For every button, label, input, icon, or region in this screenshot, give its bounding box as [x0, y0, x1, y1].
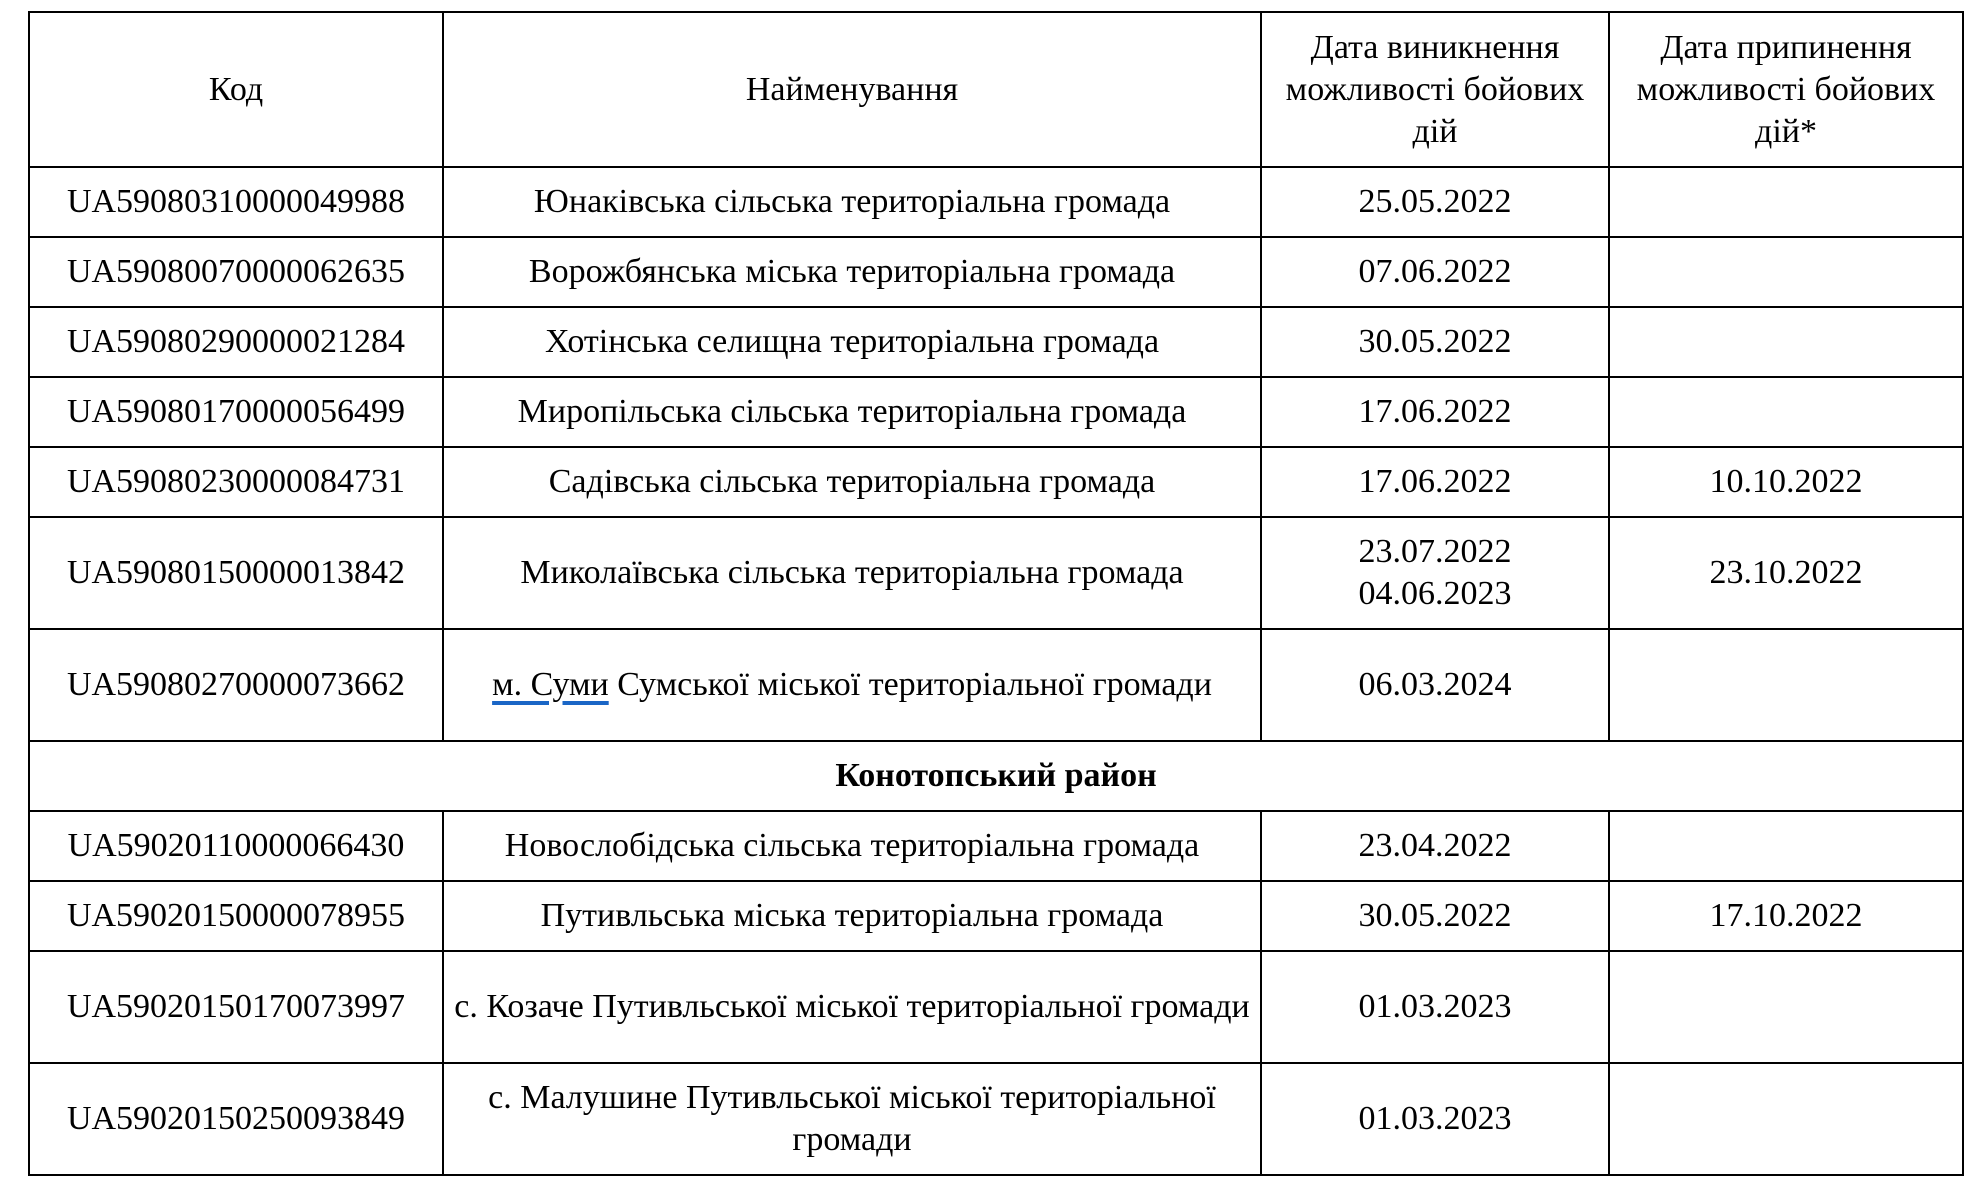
- cell-name: Садівська сільська територіальна громада: [443, 447, 1261, 517]
- table-row: [29, 167, 1963, 237]
- table-row: [29, 307, 1963, 377]
- cell-name: Миколаївська сільська територіальна громада: [443, 517, 1261, 629]
- table-row: [29, 951, 1963, 1063]
- cell-end-date: [1609, 377, 1963, 447]
- cell-start-date: 25.05.2022: [1261, 167, 1609, 237]
- table-row: [29, 881, 1963, 951]
- cell-end-date: [1609, 951, 1963, 1063]
- cell-code: UA59020110000066430: [29, 811, 443, 881]
- cell-end-date: [1609, 1063, 1963, 1175]
- cell-code: UA59080270000073662: [29, 629, 443, 741]
- cell-name: с. Малушине Путивльської міської територіальної громади: [443, 1063, 1261, 1175]
- cell-name: Миропільська сільська територіальна громада: [443, 377, 1261, 447]
- cell-start-date: 07.06.2022: [1261, 237, 1609, 307]
- cell-start-date: 30.05.2022: [1261, 307, 1609, 377]
- cell-start-date: 17.06.2022: [1261, 447, 1609, 517]
- table-row: [29, 811, 1963, 881]
- header-code: Код: [29, 12, 443, 167]
- highlighted-settlement: м. Суми: [492, 666, 609, 703]
- cell-code: UA59080170000056499: [29, 377, 443, 447]
- territory-table: [28, 11, 1964, 1176]
- table-row: [29, 377, 1963, 447]
- cell-code: UA59020150000078955: [29, 881, 443, 951]
- section-title: Конотопський район: [29, 741, 1963, 811]
- start-date-second: 04.06.2023: [1358, 575, 1512, 612]
- cell-end-date: [1609, 167, 1963, 237]
- section-row: [29, 741, 1963, 811]
- cell-code: UA59080290000021284: [29, 307, 443, 377]
- table-header-row: [29, 12, 1963, 167]
- table-row: [29, 517, 1963, 629]
- table-row: [29, 1063, 1963, 1175]
- header-end-date: Дата припинення можливості бойових дій*: [1609, 12, 1963, 167]
- cell-code: UA59020150250093849: [29, 1063, 443, 1175]
- cell-code: UA59020150170073997: [29, 951, 443, 1063]
- cell-name: Новослобідська сільська територіальна громада: [443, 811, 1261, 881]
- cell-end-date: 10.10.2022: [1609, 447, 1963, 517]
- cell-start-date: 30.05.2022: [1261, 881, 1609, 951]
- cell-end-date: 23.10.2022: [1609, 517, 1963, 629]
- cell-end-date: [1609, 307, 1963, 377]
- cell-name: Ворожбянська міська територіальна громада: [443, 237, 1261, 307]
- table-row: [29, 629, 1963, 741]
- cell-end-date: [1609, 629, 1963, 741]
- cell-code: UA59080070000062635: [29, 237, 443, 307]
- cell-end-date: 17.10.2022: [1609, 881, 1963, 951]
- start-date-first: 23.07.2022: [1358, 533, 1512, 570]
- cell-name: [443, 629, 1261, 741]
- cell-name: Юнаківська сільська територіальна громада: [443, 167, 1261, 237]
- cell-start-date: 06.03.2024: [1261, 629, 1609, 741]
- cell-end-date: [1609, 811, 1963, 881]
- cell-name: Путивльська міська територіальна громада: [443, 881, 1261, 951]
- header-name: Найменування: [443, 12, 1261, 167]
- header-start-date: Дата виникнення можливості бойових дій: [1261, 12, 1609, 167]
- cell-code: UA59080150000013842: [29, 517, 443, 629]
- name-rest: Сумської міської територіальної громади: [608, 666, 1212, 703]
- cell-code: UA59080230000084731: [29, 447, 443, 517]
- cell-end-date: [1609, 237, 1963, 307]
- cell-start-date: 01.03.2023: [1261, 1063, 1609, 1175]
- cell-name: Хотінська селищна територіальна громада: [443, 307, 1261, 377]
- cell-start-date: 23.04.2022: [1261, 811, 1609, 881]
- cell-start-date: 17.06.2022: [1261, 377, 1609, 447]
- cell-start-date: [1261, 517, 1609, 629]
- cell-start-date: 01.03.2023: [1261, 951, 1609, 1063]
- cell-name: с. Козаче Путивльської міської територіальної громади: [443, 951, 1261, 1063]
- cell-code: UA59080310000049988: [29, 167, 443, 237]
- table-row: [29, 237, 1963, 307]
- table-row: [29, 447, 1963, 517]
